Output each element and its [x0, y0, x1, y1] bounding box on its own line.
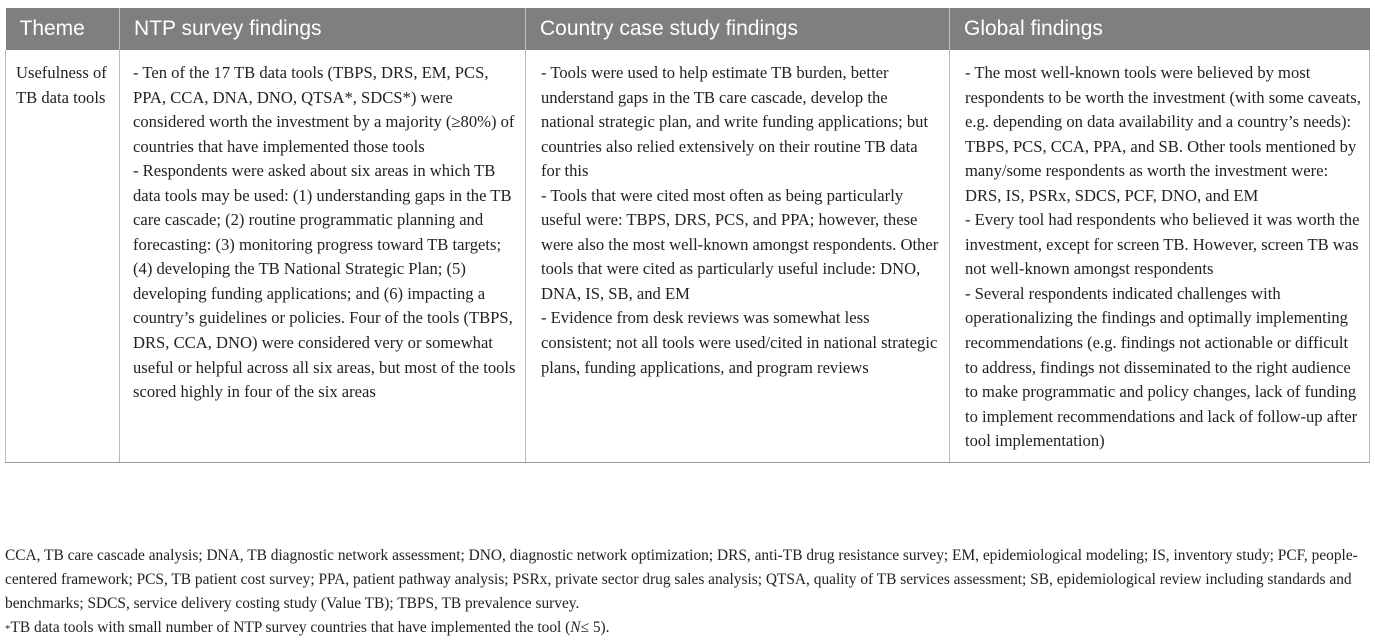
findings-table-container — [5, 8, 1369, 463]
table-header-row — [6, 8, 1370, 50]
table-footnotes — [5, 544, 1367, 640]
country-finding-2: - Tools that were cited most often as being particularly useful were: TBPS, DRS, PCS, and PPA; however, these were also the most well-known amongst respondents. Other tools that were cited as particularly useful include: DNO, DNA, IS, SB, and EM — [541, 185, 939, 303]
header-ntp-survey: NTP survey findings — [120, 8, 526, 50]
abbreviations-note: CCA, TB care cascade analysis; DNA, TB diagnostic network assessment; DNO, diagnostic network optimization; DRS, anti-TB drug resistance survey; EM, epidemiological modeling; IS, inventory study; PCF, people-centered framework; PCS, TB patient cost survey; PPA, patient pathway analysis; PSRx, private sector drug sales analysis; QTSA, quality of TB services assessment; SB, epidemiological review including standards and benchmarks; SDCS, service delivery costing study (Value TB); TBPS, TB prevalence survey. — [5, 547, 1358, 612]
global-cell — [950, 50, 1370, 462]
small-sample-note-text: TB data tools with small number of NTP survey countries that have implemented the tool ( — [10, 619, 571, 636]
table-row — [6, 50, 1370, 462]
footnote-star: * — [5, 623, 11, 635]
header-country-case: Country case study findings — [526, 8, 950, 50]
ntp-survey-cell — [120, 50, 526, 462]
global-finding-2: - Every tool had respondents who believed it was worth the investment, except for screen TB. However, screen TB was not well-known amongst respondents — [965, 210, 1360, 279]
findings-table — [5, 8, 1370, 463]
small-sample-note-var: N — [570, 619, 581, 636]
global-finding-3: - Several respondents indicated challenges with operationalizing the findings and optimally implementing recommendations (e.g. findings not actionable or difficult to address, findings not disseminated to the right audience to make programmatic and policy changes, lack of funding to implement recommendations and lack of follow-up after tool implementation) — [965, 283, 1358, 451]
country-finding-3: - Evidence from desk reviews was somewhat less consistent; not all tools were used/cited in national strategic plans, funding applications, and program reviews — [541, 308, 938, 377]
theme-cell: Usefulness of TB data tools — [6, 50, 120, 462]
header-global: Global findings — [950, 8, 1370, 50]
ntp-finding-2: - Respondents were asked about six areas in which TB data tools may be used: (1) understanding gaps in the TB care cascade; (2) routine programmatic planning and forecasting: (3) monitoring progress toward TB targets; (4) developing the TB National Strategic Plan; (5) developing funding applications; and (6) impacting a country’s guidelines or policies. Four of the tools (TBPS, DRS, CCA, DNO) were considered very or somewhat useful or helpful across all six areas, but most of the tools scored highly in four of the six areas — [133, 161, 516, 402]
header-theme: Theme — [6, 8, 120, 50]
country-case-cell — [526, 50, 950, 462]
ntp-finding-1: - Ten of the 17 TB data tools (TBPS, DRS, EM, PCS, PPA, CCA, DNA, DNO, QTSA*, SDCS*) were considered worth the investment by a majority (≥80%) of countries that have implemented those tools — [133, 63, 515, 156]
country-finding-1: - Tools were used to help estimate TB burden, better understand gaps in the TB care cascade, develop the national strategic plan, and write funding applications; but countries also relied extensively on their routine TB data for this — [541, 63, 929, 181]
global-finding-1: - The most well-known tools were believed by most respondents to be worth the investment (with some caveats, e.g. depending on data availability and a country’s needs): TBPS, PCS, CCA, PPA, and SB. Other tools mentioned by many/some respondents as worth the investment were: DRS, IS, PSRx, SDCS, PCF, DNO, and EM — [965, 63, 1361, 205]
small-sample-note — [5, 616, 1367, 640]
small-sample-note-end: ≤ 5). — [580, 619, 610, 636]
